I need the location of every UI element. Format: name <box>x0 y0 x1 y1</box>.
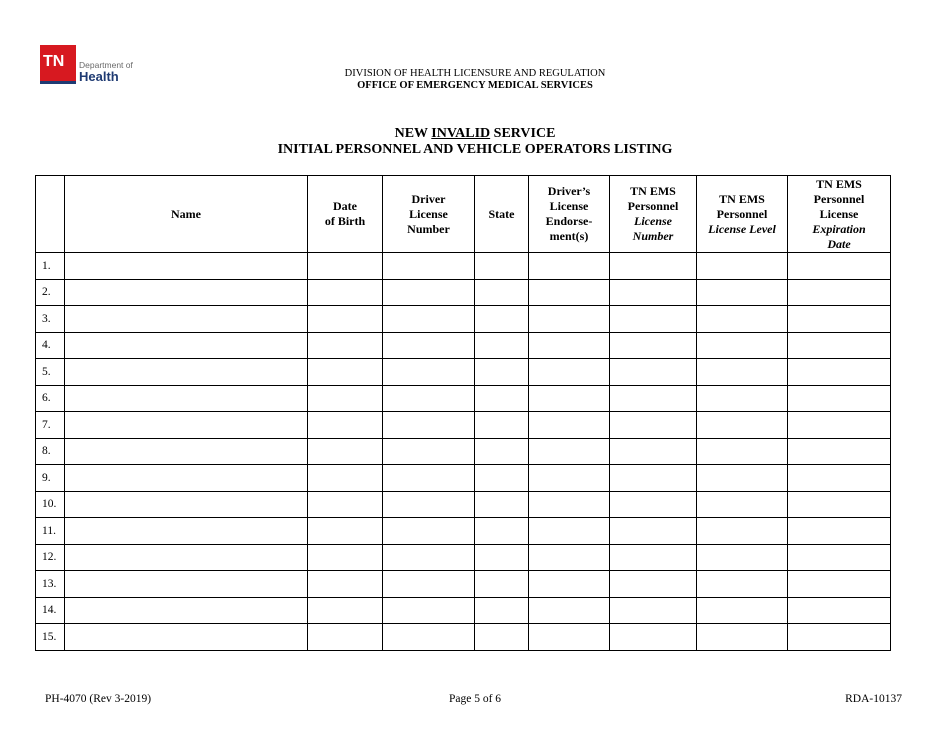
state-cell[interactable] <box>475 279 529 306</box>
table-row <box>36 597 891 624</box>
endorsements-cell[interactable] <box>529 571 610 598</box>
row-number: 1. <box>36 253 65 280</box>
name-cell[interactable] <box>65 385 308 412</box>
table-row <box>36 544 891 571</box>
table-row <box>36 518 891 545</box>
row-number: 5. <box>36 359 65 386</box>
row-number: 2. <box>36 279 65 306</box>
row-number: 8. <box>36 438 65 465</box>
name-cell[interactable] <box>65 518 308 545</box>
ems-license-level-cell[interactable] <box>697 385 788 412</box>
table-row <box>36 624 891 651</box>
state-cell[interactable] <box>475 465 529 492</box>
name-cell[interactable] <box>65 359 308 386</box>
col-endorsements-header: Driver’s License Endorse- ment(s) <box>529 176 610 253</box>
col-state-header: State <box>475 176 529 253</box>
logo-department-text: Department of <box>79 60 133 70</box>
ems-license-level-cell[interactable] <box>697 359 788 386</box>
table-row <box>36 332 891 359</box>
dob-cell[interactable] <box>308 491 383 518</box>
rda-number: RDA-10137 <box>845 693 902 705</box>
endorsements-cell[interactable] <box>529 385 610 412</box>
document-header <box>0 68 950 92</box>
row-number: 10. <box>36 491 65 518</box>
table-row <box>36 306 891 333</box>
driver-license-cell[interactable] <box>383 438 475 465</box>
state-cell[interactable] <box>475 438 529 465</box>
driver-license-cell[interactable] <box>383 571 475 598</box>
col-number-header <box>36 176 65 253</box>
ems-license-level-cell[interactable] <box>697 491 788 518</box>
endorsements-cell[interactable] <box>529 306 610 333</box>
name-cell[interactable] <box>65 412 308 439</box>
name-cell[interactable] <box>65 253 308 280</box>
endorsements-cell[interactable] <box>529 359 610 386</box>
ems-license-level-cell[interactable] <box>697 597 788 624</box>
row-number: 3. <box>36 306 65 333</box>
ems-license-level-cell[interactable] <box>697 624 788 651</box>
division-name: DIVISION OF HEALTH LICENSURE AND REGULATION <box>344 68 606 79</box>
ems-license-number-cell[interactable] <box>610 624 697 651</box>
name-cell[interactable] <box>65 624 308 651</box>
col-ems-expiration-header: TN EMS Personnel License Expiration Date <box>788 176 891 253</box>
state-cell[interactable] <box>475 491 529 518</box>
name-cell[interactable] <box>65 306 308 333</box>
col-name-header: Name <box>65 176 308 253</box>
table-body <box>36 253 891 651</box>
ems-license-number-cell[interactable] <box>610 385 697 412</box>
ems-expiration-cell[interactable] <box>788 385 891 412</box>
ems-license-number-cell[interactable] <box>610 253 697 280</box>
ems-license-number-cell[interactable] <box>610 306 697 333</box>
table-row <box>36 253 891 280</box>
ems-expiration-cell[interactable] <box>788 438 891 465</box>
ems-expiration-cell[interactable] <box>788 491 891 518</box>
ems-license-number-cell[interactable] <box>610 518 697 545</box>
name-cell[interactable] <box>65 465 308 492</box>
table-row <box>36 279 891 306</box>
dob-cell[interactable] <box>308 544 383 571</box>
driver-license-cell[interactable] <box>383 624 475 651</box>
ems-expiration-cell[interactable] <box>788 332 891 359</box>
ems-expiration-cell[interactable] <box>788 571 891 598</box>
table-row <box>36 438 891 465</box>
dob-cell[interactable] <box>308 412 383 439</box>
dob-cell[interactable] <box>308 359 383 386</box>
table-row <box>36 385 891 412</box>
endorsements-cell[interactable] <box>529 518 610 545</box>
ems-license-level-cell[interactable] <box>697 279 788 306</box>
state-cell[interactable] <box>475 306 529 333</box>
ems-expiration-cell[interactable] <box>788 412 891 439</box>
state-cell[interactable] <box>475 412 529 439</box>
driver-license-cell[interactable] <box>383 385 475 412</box>
row-number: 11. <box>36 518 65 545</box>
driver-license-cell[interactable] <box>383 465 475 492</box>
ems-license-level-cell[interactable] <box>697 438 788 465</box>
dob-cell[interactable] <box>308 597 383 624</box>
driver-license-cell[interactable] <box>383 332 475 359</box>
row-number: 6. <box>36 385 65 412</box>
form-number: PH-4070 (Rev 3-2019) <box>45 693 152 705</box>
tn-logo-mark: TN <box>40 45 76 81</box>
name-cell[interactable] <box>65 438 308 465</box>
ems-license-number-cell[interactable] <box>610 597 697 624</box>
driver-license-cell[interactable] <box>383 253 475 280</box>
state-cell[interactable] <box>475 332 529 359</box>
name-cell[interactable] <box>65 332 308 359</box>
endorsements-cell[interactable] <box>529 544 610 571</box>
col-ems-license-level-header: TN EMS Personnel License Level <box>697 176 788 253</box>
name-cell[interactable] <box>65 491 308 518</box>
row-number: 13. <box>36 571 65 598</box>
ems-expiration-cell[interactable] <box>788 624 891 651</box>
row-number: 15. <box>36 624 65 651</box>
title-prefix: NEW <box>394 126 432 141</box>
ems-license-level-cell[interactable] <box>697 306 788 333</box>
endorsements-cell[interactable] <box>529 332 610 359</box>
title-line-2: INITIAL PERSONNEL AND VEHICLE OPERATORS LISTING <box>277 142 673 157</box>
endorsements-cell[interactable] <box>529 253 610 280</box>
endorsements-cell[interactable] <box>529 465 610 492</box>
name-cell[interactable] <box>65 279 308 306</box>
row-number: 12. <box>36 544 65 571</box>
ems-expiration-cell[interactable] <box>788 359 891 386</box>
dob-cell[interactable] <box>308 385 383 412</box>
row-number: 4. <box>36 332 65 359</box>
col-driver-license-header: Driver License Number <box>383 176 475 253</box>
dob-cell[interactable] <box>308 438 383 465</box>
ems-license-number-cell[interactable] <box>610 438 697 465</box>
form-title <box>0 126 950 158</box>
row-number: 9. <box>36 465 65 492</box>
driver-license-cell[interactable] <box>383 491 475 518</box>
ems-license-number-cell[interactable] <box>610 491 697 518</box>
endorsements-cell[interactable] <box>529 624 610 651</box>
title-line-1 <box>0 126 950 142</box>
endorsements-cell[interactable] <box>529 491 610 518</box>
ems-license-number-cell[interactable] <box>610 544 697 571</box>
state-cell[interactable] <box>475 544 529 571</box>
table-row <box>36 465 891 492</box>
ems-license-number-cell[interactable] <box>610 465 697 492</box>
personnel-listing-table <box>35 175 891 651</box>
state-cell[interactable] <box>475 597 529 624</box>
ems-expiration-cell[interactable] <box>788 279 891 306</box>
state-cell[interactable] <box>475 385 529 412</box>
table-row <box>36 359 891 386</box>
title-suffix: SERVICE <box>490 126 556 141</box>
ems-license-level-cell[interactable] <box>697 332 788 359</box>
ems-expiration-cell[interactable] <box>788 518 891 545</box>
state-cell[interactable] <box>475 253 529 280</box>
table-row <box>36 571 891 598</box>
ems-license-number-cell[interactable] <box>610 571 697 598</box>
dob-cell[interactable] <box>308 279 383 306</box>
name-cell[interactable] <box>65 544 308 571</box>
dob-cell[interactable] <box>308 624 383 651</box>
name-cell[interactable] <box>65 597 308 624</box>
ems-license-number-cell[interactable] <box>610 412 697 439</box>
office-name: OFFICE OF EMERGENCY MEDICAL SERVICES <box>357 80 593 91</box>
driver-license-cell[interactable] <box>383 412 475 439</box>
title-invalid: INVALID <box>431 126 491 141</box>
state-cell[interactable] <box>475 624 529 651</box>
name-cell[interactable] <box>65 571 308 598</box>
row-number: 7. <box>36 412 65 439</box>
driver-license-cell[interactable] <box>383 544 475 571</box>
driver-license-cell[interactable] <box>383 518 475 545</box>
dob-cell[interactable] <box>308 518 383 545</box>
ems-expiration-cell[interactable] <box>788 465 891 492</box>
driver-license-cell[interactable] <box>383 306 475 333</box>
endorsements-cell[interactable] <box>529 279 610 306</box>
ems-license-level-cell[interactable] <box>697 544 788 571</box>
endorsements-cell[interactable] <box>529 412 610 439</box>
dob-cell[interactable] <box>308 465 383 492</box>
col-dob-header: Date of Birth <box>308 176 383 253</box>
table-row <box>36 412 891 439</box>
ems-license-number-cell[interactable] <box>610 279 697 306</box>
logo-health-text: Health <box>79 69 119 84</box>
ems-expiration-cell[interactable] <box>788 306 891 333</box>
dob-cell[interactable] <box>308 306 383 333</box>
dob-cell[interactable] <box>308 571 383 598</box>
ems-license-number-cell[interactable] <box>610 359 697 386</box>
endorsements-cell[interactable] <box>529 597 610 624</box>
state-cell[interactable] <box>475 571 529 598</box>
ems-expiration-cell[interactable] <box>788 253 891 280</box>
dob-cell[interactable] <box>308 253 383 280</box>
driver-license-cell[interactable] <box>383 279 475 306</box>
ems-expiration-cell[interactable] <box>788 544 891 571</box>
ems-license-level-cell[interactable] <box>697 518 788 545</box>
ems-expiration-cell[interactable] <box>788 597 891 624</box>
table-header-row <box>36 176 891 253</box>
page-number: Page 5 of 6 <box>448 693 502 705</box>
ems-license-level-cell[interactable] <box>697 253 788 280</box>
driver-license-cell[interactable] <box>383 359 475 386</box>
col-ems-license-number-header: TN EMS Personnel License Number <box>610 176 697 253</box>
row-number: 14. <box>36 597 65 624</box>
dob-cell[interactable] <box>308 332 383 359</box>
ems-license-number-cell[interactable] <box>610 332 697 359</box>
ems-license-level-cell[interactable] <box>697 412 788 439</box>
table-row <box>36 491 891 518</box>
state-cell[interactable] <box>475 518 529 545</box>
ems-license-level-cell[interactable] <box>697 571 788 598</box>
state-cell[interactable] <box>475 359 529 386</box>
ems-license-level-cell[interactable] <box>697 465 788 492</box>
driver-license-cell[interactable] <box>383 597 475 624</box>
endorsements-cell[interactable] <box>529 438 610 465</box>
